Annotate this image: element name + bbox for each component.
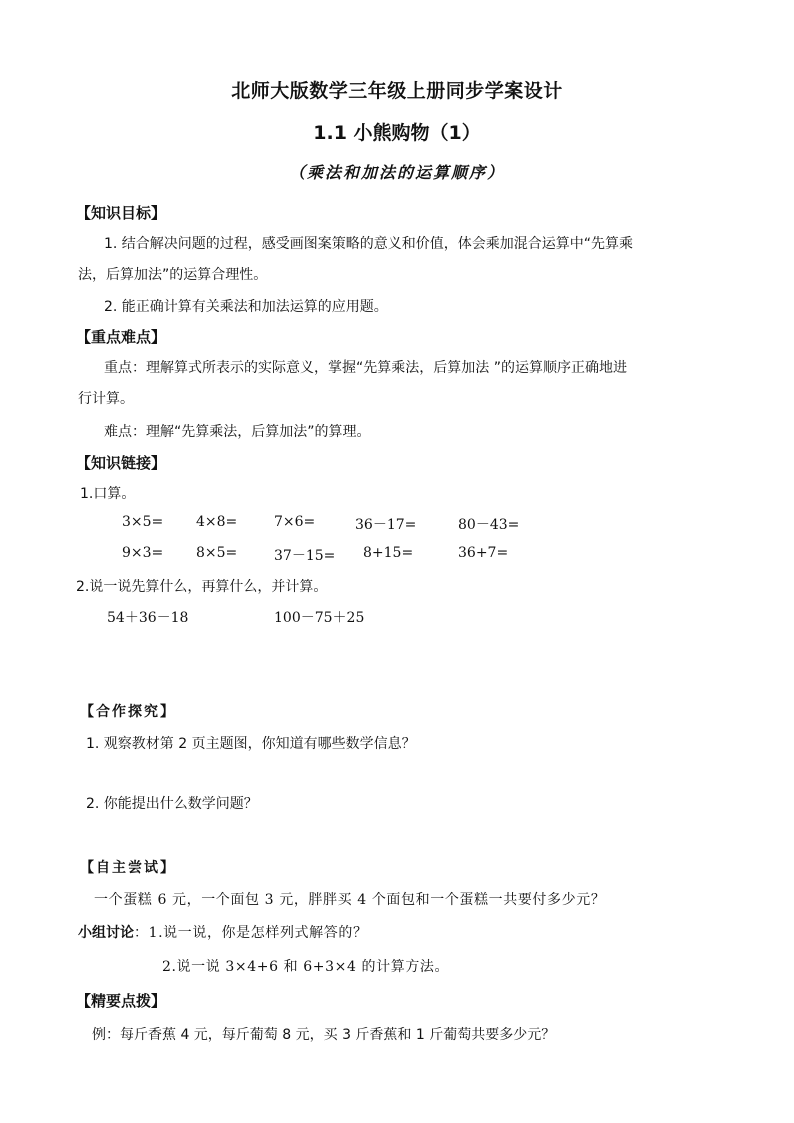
knowledge-goals-heading: 【知识目标】 [76,204,167,222]
knowledge-goal-2: 2. 能正确计算有关乘法和加法运算的应用题。 [104,299,388,315]
oral-calc-item: 8+15= [363,545,414,561]
oral-calc-item: 36－17= [355,517,417,533]
cooperation-question-2: 2. 你能提出什么数学问题？ [86,796,258,812]
difficulty-point: 难点：理解“先算乘法，后算加法”的算理。 [104,424,371,440]
document-title: 北师大版数学三年级上册同步学案设计 [231,80,563,102]
lesson-subtitle: （乘法和加法的运算顺序） [288,163,505,182]
key-points-heading: 【精要点拨】 [76,992,167,1010]
oral-calc-label: 1.口算。 [80,486,136,502]
self-try-heading: 【自主尝试】 [80,860,176,876]
knowledge-goal-1-line2: 法，后算加法”的运算合理性。 [78,267,268,283]
group-discussion-question-2: 2.说一说 3×4+6 和 6+3×4 的计算方法。 [162,959,450,975]
self-try-problem: 一个蛋糕 6 元，一个面包 3 元，胖胖买 4 个面包和一个蛋糕一共要付多少元？ [94,892,606,908]
oral-calc-item: 9×3= [122,545,164,561]
key-point-line2: 行计算。 [78,391,134,407]
oral-calc-item: 3×5= [122,514,164,530]
oral-calc-item: 4×8= [196,514,238,530]
oral-calc-item: 7×6= [274,514,316,530]
knowledge-goal-1-line1: 1. 结合解决问题的过程，感受画图案策略的意义和价值，体会乘加混合运算中“先算乘 [104,236,634,252]
order-question-label: 2.说一说先算什么，再算什么，并计算。 [76,579,328,595]
order-expression-1: 54＋36－18 [107,610,189,626]
key-points-example: 例：每斤香蕉 4 元，每斤葡萄 8 元，买 3 斤香蕉和 1 斤葡萄共要多少元？ [92,1027,556,1043]
key-difficulty-heading: 【重点难点】 [76,328,167,346]
oral-calc-item: 37－15= [274,548,336,564]
oral-calc-item: 8×5= [196,545,238,561]
lesson-title: 1.1 小熊购物（1） [313,122,481,144]
cooperation-heading: 【合作探究】 [80,704,176,720]
oral-calc-item: 80－43= [458,517,520,533]
cooperation-question-1: 1. 观察教材第 2 页主题图，你知道有哪些数学信息？ [86,736,416,752]
group-discussion-label: 小组讨论 [78,925,134,941]
group-discussion-line1 [78,922,368,942]
knowledge-link-heading: 【知识链接】 [76,454,167,472]
oral-calc-item: 36+7= [458,545,509,561]
key-point-line1: 重点：理解算式所表示的实际意义，掌握“先算乘法，后算加法 ”的运算顺序正确地进 [104,360,627,376]
order-expression-2: 100－75＋25 [274,610,365,626]
group-discussion-question-1: ：1.说一说，你是怎样列式解答的？ [134,925,368,941]
